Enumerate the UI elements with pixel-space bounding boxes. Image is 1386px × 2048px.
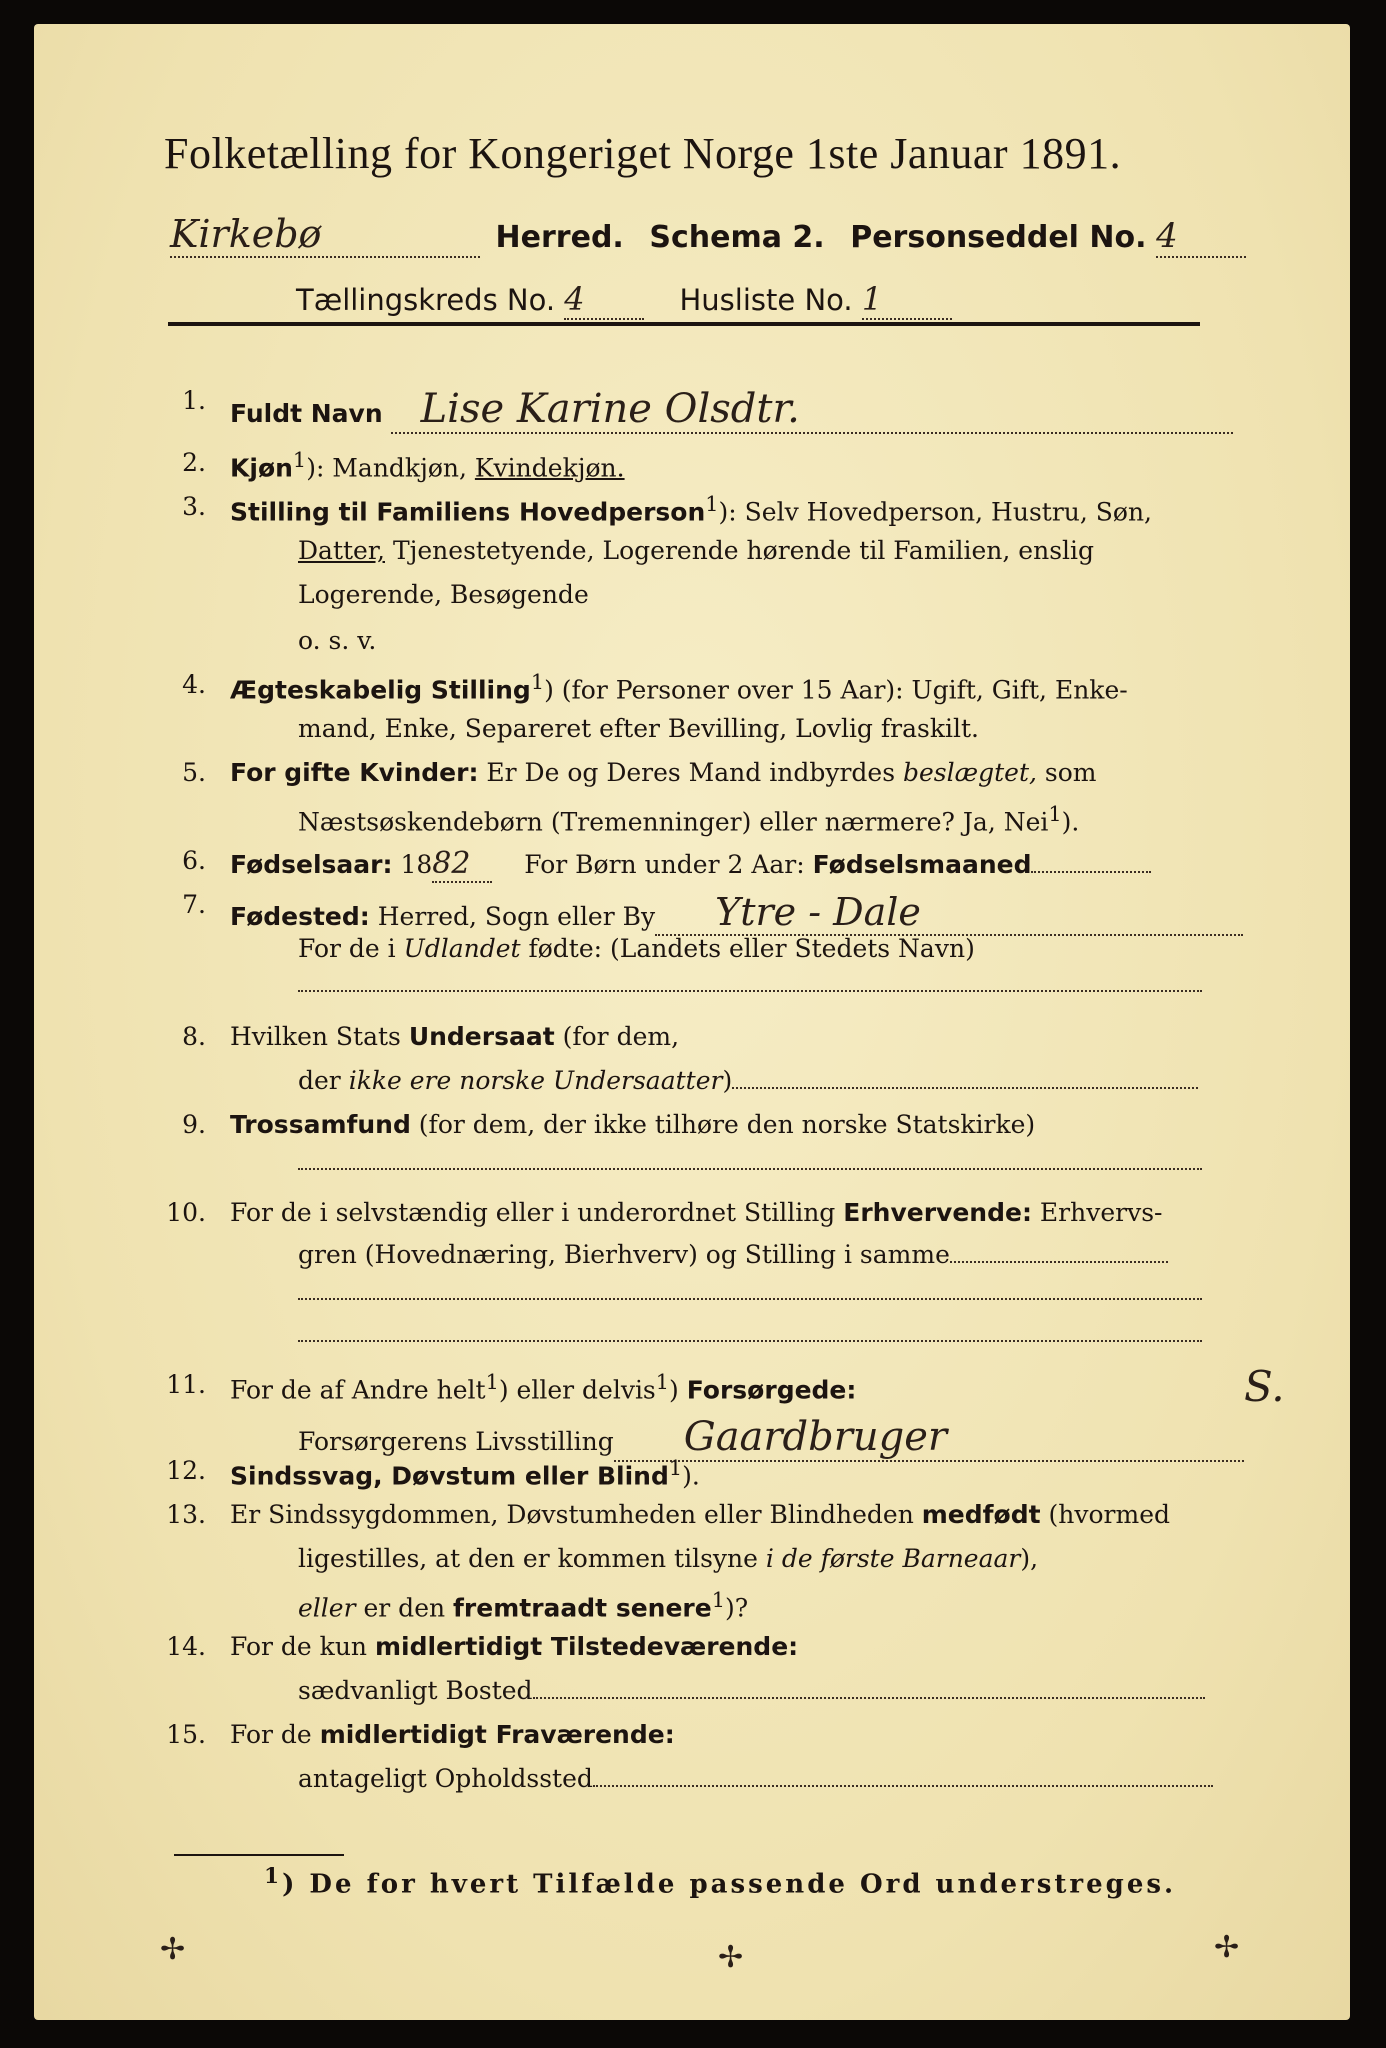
q6-month-blank — [1031, 871, 1151, 873]
q10-blank-line-c — [298, 1314, 1202, 1342]
q6-year-value: 82 — [432, 846, 492, 883]
q5-italic: beslægtet, — [903, 758, 1037, 787]
q7-line-1 — [230, 890, 1243, 936]
herred-value: Kirkebø — [170, 212, 480, 258]
q14-text-a: For de kun — [230, 1632, 375, 1661]
q8-text-c: der — [298, 1066, 349, 1095]
q5-text-d: ). — [1061, 807, 1080, 837]
q10-line-1 — [230, 1198, 1162, 1227]
q14-label: midlertidigt Tilstedeværende: — [374, 1632, 799, 1661]
herred-label: Herred. — [495, 220, 624, 255]
personseddel-value: 4 — [1156, 216, 1246, 258]
q9-label: Trossamfund — [230, 1110, 411, 1139]
q7-label: Fødested: — [230, 902, 370, 931]
q2-line — [230, 448, 625, 482]
q4-footnote-ref: 1 — [530, 670, 545, 694]
q12-line — [230, 1456, 700, 1490]
husliste-value: 1 — [862, 280, 952, 320]
q9-line — [230, 1110, 1035, 1139]
q13-line-1 — [230, 1500, 1170, 1529]
q10-text-b: Erhvervs- — [1031, 1198, 1163, 1227]
q12-footnote-ref: 1 — [668, 1456, 683, 1480]
q10-label: Erhvervende: — [843, 1198, 1032, 1227]
q3-line-2 — [298, 536, 1094, 565]
q15-line-2 — [298, 1764, 1213, 1793]
q8-line-2 — [298, 1066, 1198, 1095]
registration-mark-icon: ✢ — [1214, 1930, 1240, 1965]
header-divider — [168, 322, 1200, 326]
q6-text-a: For Børn under 2 Aar: — [524, 850, 813, 879]
q14-text-b: sædvanligt Bosted — [298, 1676, 533, 1705]
q7-text-a: Herred, Sogn eller By — [369, 902, 656, 931]
q13-number: 13. — [166, 1500, 206, 1529]
q3-text-c: Logerende, Besøgende — [298, 580, 589, 609]
q1-number: 1. — [182, 386, 206, 415]
taellingskreds-row — [296, 280, 952, 320]
personseddel-label: Personseddel No. — [850, 220, 1147, 255]
q10-number: 10. — [166, 1198, 206, 1227]
q4-text-a: ) (for Personer over 15 Aar): Ugift, Gift, Enke- — [544, 675, 1128, 705]
husliste-label: Husliste No. — [679, 283, 853, 317]
q9-number: 9. — [182, 1110, 206, 1139]
q3-line-1 — [230, 492, 1152, 526]
taellingskreds-value: 4 — [564, 280, 644, 320]
q14-line-1 — [230, 1632, 798, 1661]
q6-label: Fødselsaar: — [230, 850, 393, 879]
q8-number: 8. — [182, 1022, 206, 1051]
q10-text-a: For de i selvstændig eller i underordnet Stilling — [230, 1198, 844, 1227]
q15-text-b: antageligt Opholdssted — [298, 1764, 593, 1793]
q8-label: Undersaat — [408, 1022, 555, 1051]
q2-label: Kjøn — [230, 453, 293, 483]
q11-line-1 — [230, 1370, 856, 1404]
q13-footnote-ref: 1 — [711, 1588, 725, 1612]
q3-text-a: ): Selv Hovedperson, Hustru, Søn, — [718, 497, 1153, 527]
q5-line-1 — [230, 758, 1097, 787]
q11-text-a: For de af Andre helt — [230, 1375, 486, 1405]
q13-text-c: ligestilles, at den er kommen tilsyne — [298, 1544, 766, 1573]
q7-text-b: For de i — [298, 934, 404, 963]
q14-blank — [533, 1697, 1205, 1699]
q5-label: For gifte Kvinder: — [230, 758, 479, 787]
herred-row — [170, 212, 1246, 258]
q15-blank — [593, 1785, 1213, 1787]
footnote-text: ) De for hvert Tilfælde passende Ord understreges. — [282, 1869, 1177, 1900]
q13-text-f: )? — [724, 1593, 749, 1623]
q2-footnote-ref: 1 — [292, 448, 307, 472]
q10-text-c: gren (Hovednæring, Bierhverv) og Stilling i samme — [298, 1240, 950, 1269]
q5-footnote-ref: 1 — [1048, 802, 1062, 826]
q10-blank-line-b — [298, 1272, 1202, 1300]
q11-text-b: ) eller delvis — [498, 1375, 656, 1405]
q8-text-a: Hvilken Stats — [230, 1022, 409, 1051]
q1-label: Fuldt Navn — [230, 399, 383, 428]
q13-label-b: fremtraadt senere — [453, 1593, 712, 1623]
q7-italic: Udlandet — [403, 934, 521, 963]
q11-provider-value: Gaardbruger — [614, 1414, 1244, 1462]
q4-number: 4. — [182, 670, 206, 699]
q4-line-1 — [230, 670, 1128, 704]
q12-number: 12. — [166, 1456, 206, 1485]
q6-line — [230, 846, 1151, 883]
q6-number: 6. — [182, 846, 206, 875]
q13-text-a: Er Sindssygdommen, Døvstumheden eller Blindheden — [230, 1500, 922, 1529]
q2-text: ): Mandkjøn, — [306, 453, 475, 483]
registration-mark-icon: ✢ — [160, 1932, 186, 1967]
q11-text-c: ) — [669, 1375, 687, 1405]
registration-mark-icon: ✢ — [718, 1940, 744, 1975]
q14-line-2 — [298, 1676, 1205, 1705]
form-title: Folketælling for Kongeriget Norge 1ste Januar 1891. — [164, 129, 1122, 178]
q4-label: Ægteskabelig Stilling — [230, 675, 531, 705]
q13-text-e: er den — [355, 1593, 454, 1623]
q10-line-2 — [298, 1240, 1168, 1269]
q11-number: 11. — [166, 1370, 206, 1399]
q14-number: 14. — [166, 1632, 206, 1661]
q11-line-2 — [298, 1414, 1244, 1462]
q3-text-d: o. s. v. — [298, 626, 377, 655]
q11-footnote-ref-a: 1 — [485, 1370, 499, 1394]
q7-line-2 — [298, 934, 975, 963]
q3-number: 3. — [182, 492, 206, 521]
q3-footnote-ref: 1 — [705, 492, 719, 516]
q6-year-prefix: 18 — [400, 850, 433, 879]
q15-number: 15. — [166, 1720, 206, 1749]
q11-provider-mark: S. — [1244, 1362, 1285, 1411]
q13-label: medfødt — [921, 1500, 1041, 1529]
footnote-ref: 1 — [264, 1864, 283, 1889]
q8-blank — [732, 1087, 1198, 1089]
footnote-divider — [174, 1854, 344, 1856]
q8-text-d: ) — [722, 1066, 733, 1095]
q13-line-3 — [298, 1588, 748, 1622]
q2-selected-option: Kvindekjøn. — [474, 453, 625, 483]
q9-text-a: (for dem, der ikke tilhøre den norske Statskirke) — [410, 1110, 1036, 1139]
q1-line — [230, 386, 1233, 434]
q7-number: 7. — [182, 890, 206, 919]
q13-line-2 — [298, 1544, 1038, 1573]
q2-number: 2. — [182, 448, 206, 477]
q15-text-a: For de — [230, 1720, 320, 1749]
q13-text-d: ), — [1020, 1544, 1039, 1573]
footnote — [264, 1864, 1176, 1900]
q13-text-b: (hvormed — [1040, 1500, 1170, 1529]
q8-text-b: (for dem, — [554, 1022, 680, 1051]
q8-line-1 — [230, 1022, 679, 1051]
q7-blank-line — [298, 964, 1202, 992]
q1-name-value: Lise Karine Olsdtr. — [391, 386, 1233, 434]
q11-text-d: Forsørgerens Livsstilling — [298, 1427, 614, 1456]
q5-text-a: Er De og Deres Mand indbyrdes — [478, 758, 903, 787]
q11-footnote-ref-b: 1 — [655, 1370, 670, 1394]
q3-label: Stilling til Familiens Hovedperson — [230, 497, 706, 527]
q13-italic-b: eller — [298, 1593, 356, 1623]
q5-number: 5. — [182, 758, 206, 787]
q7-birthplace-value: Ytre - Dale — [655, 890, 1243, 936]
q5-text-c: Næstsøskendebørn (Tremenninger) eller nærmere? Ja, Nei — [298, 807, 1049, 837]
q7-text-c: fødte: (Landets eller Stedets Navn) — [520, 934, 975, 963]
q5-text-b: som — [1036, 758, 1097, 787]
schema-label: Schema 2. — [649, 220, 825, 255]
census-form-sheet — [34, 24, 1350, 2020]
q3-text-b: Tjenestetyende, Logerende hørende til Familien, enslig — [385, 536, 1095, 565]
taellingskreds-label: Tællingskreds No. — [296, 283, 556, 317]
q9-blank-line — [298, 1142, 1202, 1170]
q15-line-1 — [230, 1720, 675, 1749]
q8-italic: ikke ere norske Undersaatter — [348, 1066, 723, 1095]
q4-text-b: mand, Enke, Separeret efter Bevilling, Lovlig fraskilt. — [298, 714, 979, 743]
q5-line-2 — [298, 802, 1079, 836]
q12-label: Sindssvag, Døvstum eller Blind — [230, 1461, 669, 1491]
q6-label-b: Fødselsmaaned — [812, 850, 1032, 879]
q13-italic: i de første Barneaar — [765, 1544, 1021, 1573]
q15-label: midlertidigt Fraværende: — [319, 1720, 675, 1749]
q10-blank-a — [950, 1261, 1168, 1263]
q3-selected-option: Datter, — [298, 536, 385, 565]
q12-text-a: ). — [682, 1461, 700, 1491]
q11-label: Forsørgede: — [686, 1375, 857, 1405]
